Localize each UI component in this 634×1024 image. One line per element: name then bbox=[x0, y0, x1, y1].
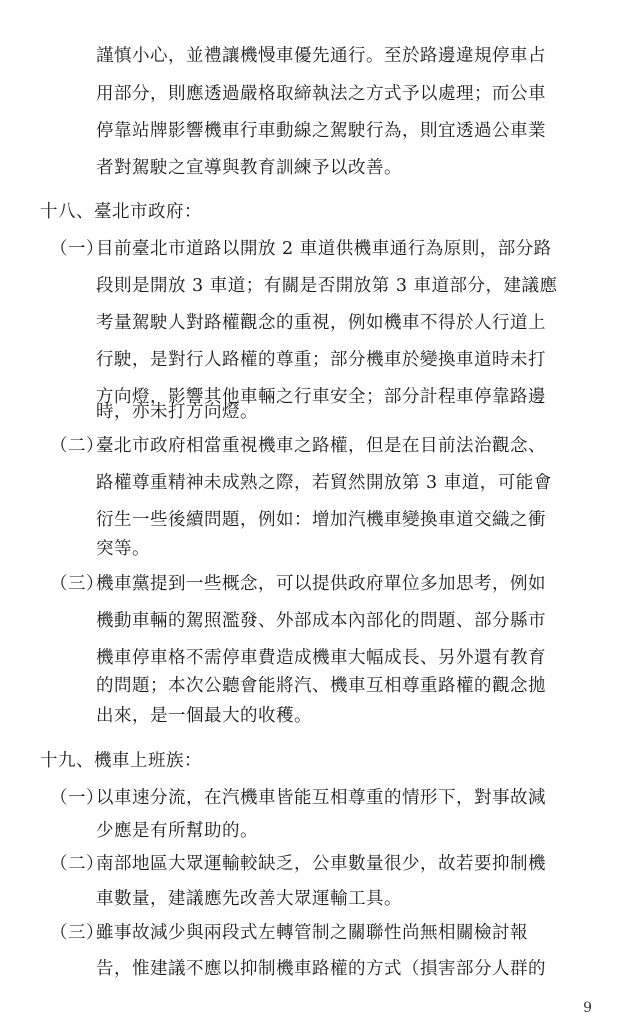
section-19-item-2-label: （二） bbox=[50, 854, 104, 874]
intro-line-1: 謹慎小心，並禮讓機慢車優先通行。至於路邊違規停車占 bbox=[96, 46, 546, 66]
section-18-item-2-line-3: 衍生一些後續問題，例如：增加汽機車變換車道交織之衝 bbox=[96, 510, 546, 530]
section-19-item-1-line-2: 少應是有所幫助的。 bbox=[96, 821, 258, 841]
section-18-item-3-line-5: 出來，是一個最大的收穫。 bbox=[96, 706, 312, 726]
section-19-item-1-label: （一） bbox=[50, 788, 104, 808]
intro-line-2: 用部分，則應透過嚴格取締執法之方式予以處理；而公車 bbox=[96, 84, 546, 104]
section-18-item-3-label: （三） bbox=[50, 574, 104, 594]
section-19-item-3-label: （三） bbox=[50, 923, 104, 943]
section-18-item-1-line-3: 考量駕駛人對路權觀念的重視，例如機車不得於人行道上 bbox=[96, 313, 546, 333]
section-19-item-3-line-2: 告，惟建議不應以抑制機車路權的方式（損害部分人群的 bbox=[96, 959, 546, 979]
intro-line-4: 者對駕駛之宣導與教育訓練予以改善。 bbox=[96, 158, 402, 178]
section-18-item-3-line-3: 機車停車格不需停車費造成機車大幅成長、另外還有教育 bbox=[96, 648, 546, 668]
intro-line-3: 停靠站牌影響機車行車動線之駕駛行為，則宜透過公車業 bbox=[96, 121, 546, 141]
section-18-item-2-label: （二） bbox=[50, 436, 104, 456]
section-18-item-1-line-5: 方向燈，影響其他車輛之行車安全；部分計程車停靠路邊 bbox=[96, 387, 546, 407]
section-19-item-3-line-1: 雖事故減少與兩段式左轉管制之關聯性尚無相關檢討報 bbox=[96, 923, 528, 943]
section-18-item-1-line-2: 段則是開放 3 車道；有關是否開放第 3 車道部分，建議應 bbox=[96, 276, 558, 296]
section-18-item-3-line-2: 機動車輛的駕照濫發、外部成本內部化的問題、部分縣市 bbox=[96, 611, 546, 631]
section-18-item-1-line-1: 目前臺北市道路以開放 2 車道供機車通行為原則，部分路 bbox=[96, 239, 552, 259]
section-18-item-2-line-1: 臺北市政府相當重視機車之路權，但是在目前法治觀念、 bbox=[96, 436, 546, 456]
page-number: 9 bbox=[583, 1000, 592, 1016]
section-18-heading: 十八、臺北市政府： bbox=[40, 202, 202, 222]
section-18-item-2-line-4: 突等。 bbox=[96, 539, 150, 559]
section-19-item-2-line-2: 車數量，建議應先改善大眾運輸工具。 bbox=[96, 889, 402, 909]
section-19-heading: 十九、機車上班族： bbox=[40, 751, 202, 771]
section-18-item-1-label: （一） bbox=[50, 239, 104, 259]
section-18-item-3-line-4: 的問題；本次公聽會能將汽、機車互相尊重路權的觀念拋 bbox=[96, 676, 546, 696]
section-19-item-2-line-1: 南部地區大眾運輸較缺乏，公車數量很少，故若要抑制機 bbox=[96, 854, 546, 874]
section-18-item-2-line-2: 路權尊重精神未成熟之際，若貿然開放第 3 車道，可能會 bbox=[96, 473, 552, 493]
section-18-item-3-line-1: 機車黨提到一些概念，可以提供政府單位多加思考，例如 bbox=[96, 574, 546, 594]
section-19-item-1-line-1: 以車速分流，在汽機車皆能互相尊重的情形下，對事故減 bbox=[96, 788, 546, 808]
section-18-item-1-line-6: 時，亦未打方向燈。 bbox=[96, 402, 258, 422]
section-18-item-1-line-4: 行駛，是對行人路權的尊重；部分機車於變換車道時未打 bbox=[96, 350, 546, 370]
